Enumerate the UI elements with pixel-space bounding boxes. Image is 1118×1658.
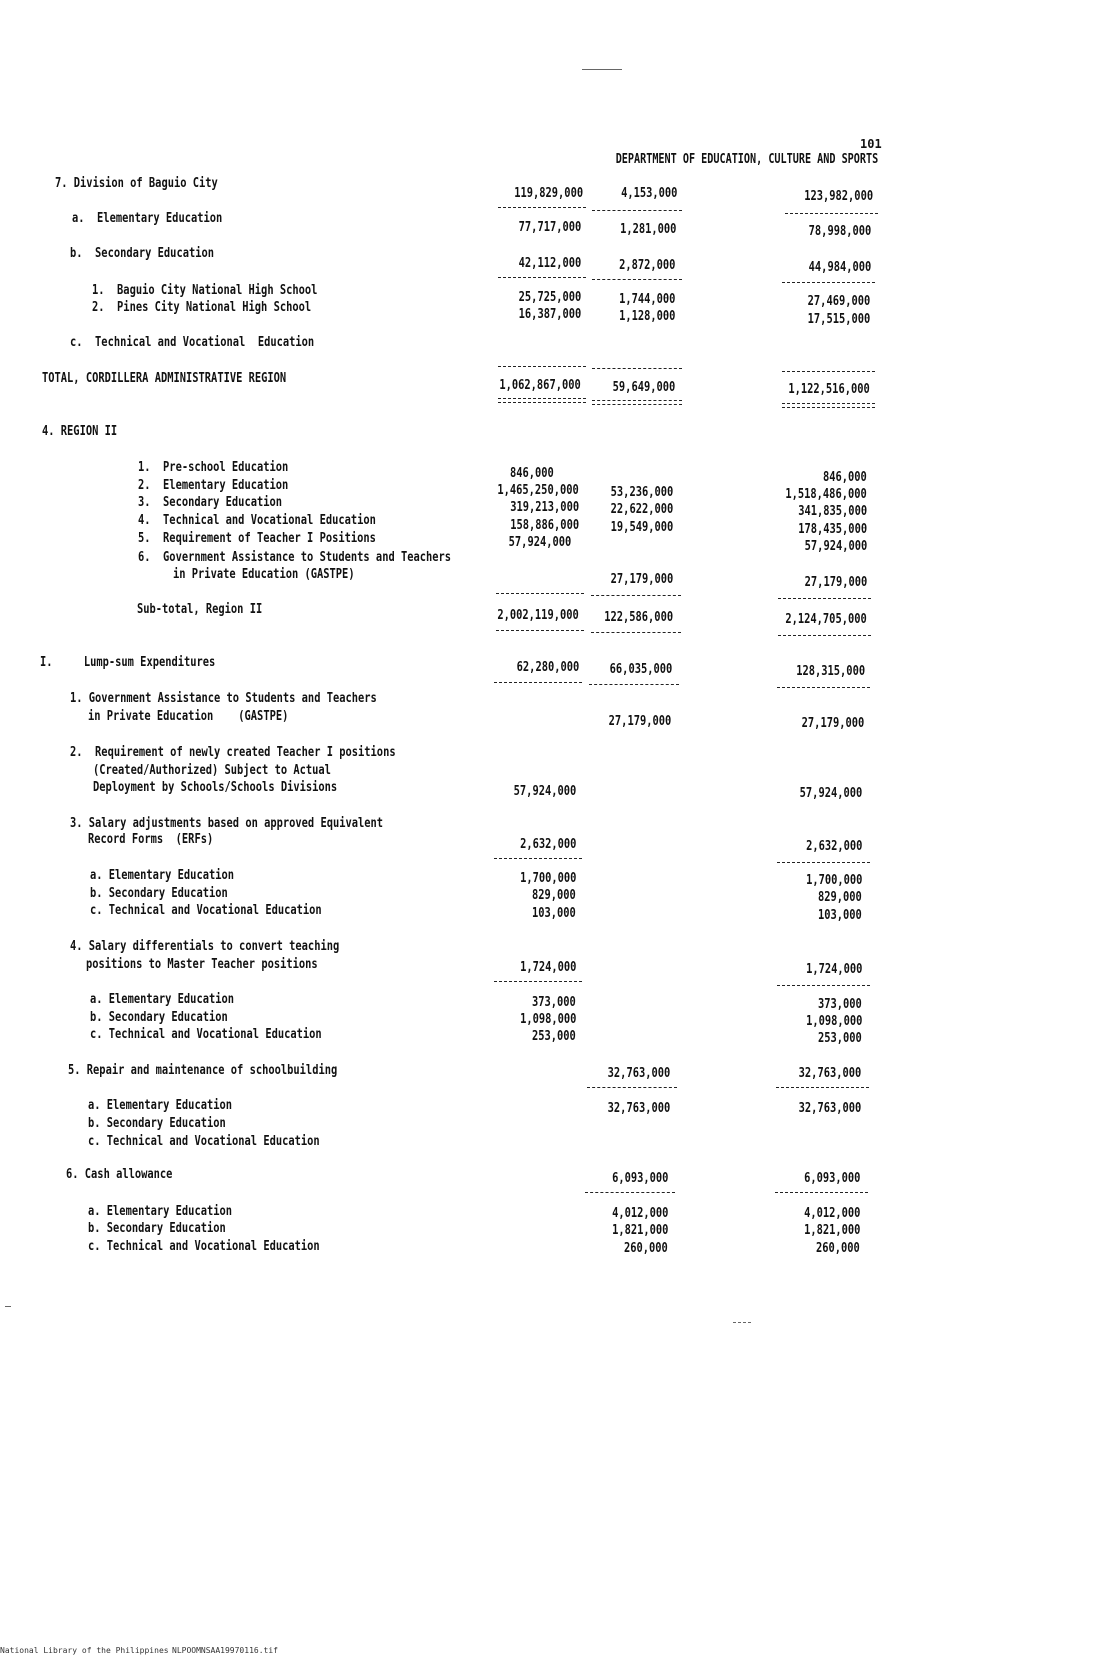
divider xyxy=(585,1192,675,1193)
amount-cell: 122,586,000 xyxy=(604,610,673,625)
amount-cell: 319,213,000 xyxy=(510,500,579,515)
amount-cell: 1,700,000 xyxy=(519,871,576,886)
row-label: c. Technical and Vocational Education xyxy=(90,1027,322,1042)
divider xyxy=(777,687,870,688)
amount-cell: 4,012,000 xyxy=(611,1206,668,1221)
row-label: 4. Technical and Vocational Education xyxy=(138,513,376,528)
amount-cell: 53,236,000 xyxy=(610,485,673,500)
row-label: b. Secondary Education xyxy=(70,246,215,261)
row-label: 5. Repair and maintenance of schoolbuilding xyxy=(68,1063,338,1078)
row-label: b. Secondary Education xyxy=(88,1116,226,1131)
amount-cell: 6,093,000 xyxy=(611,1171,668,1186)
row-label: a. Elementary Education xyxy=(88,1204,233,1219)
amount-cell: 2,002,119,000 xyxy=(497,608,579,623)
amount-cell: 66,035,000 xyxy=(609,662,672,677)
double-divider xyxy=(782,403,875,408)
amount-cell: 1,122,516,000 xyxy=(788,382,870,397)
amount-cell: 341,835,000 xyxy=(798,504,867,519)
amount-cell: 2,872,000 xyxy=(618,258,675,273)
row-label: 1. Government Assistance to Students and Teachers xyxy=(70,691,377,706)
amount-cell: 373,000 xyxy=(818,997,862,1012)
total-label: TOTAL, CORDILLERA ADMINISTRATIVE REGION xyxy=(42,371,287,386)
amount-cell: 260,000 xyxy=(816,1241,860,1256)
divider xyxy=(591,632,681,633)
divider xyxy=(775,1192,868,1193)
amount-cell: 4,012,000 xyxy=(803,1206,860,1221)
row-label: 2. Requirement of newly created Teacher I positions xyxy=(70,745,396,760)
divider xyxy=(494,858,582,859)
amount-cell: 1,281,000 xyxy=(619,222,676,237)
row-label: 4. Salary differentials to convert teaching xyxy=(70,939,340,954)
amount-cell: 32,763,000 xyxy=(798,1066,861,1081)
row-label: a. Elementary Education xyxy=(88,1098,233,1113)
row-label: c. Technical and Vocational Education xyxy=(88,1239,320,1254)
amount-cell: 32,763,000 xyxy=(798,1101,861,1116)
subtotal-label: Sub-total, Region II xyxy=(137,602,263,617)
amount-cell: 829,000 xyxy=(532,888,576,903)
page-header xyxy=(603,137,882,167)
divider xyxy=(777,985,870,986)
amount-cell: 57,924,000 xyxy=(799,786,862,801)
amount-cell: 59,649,000 xyxy=(612,380,675,395)
amount-cell: 1,821,000 xyxy=(803,1223,860,1238)
section-title: 7. Division of Baguio City xyxy=(55,176,218,191)
amount-cell: 27,469,000 xyxy=(807,294,870,309)
scan-mark xyxy=(733,1322,751,1323)
amount-cell: 253,000 xyxy=(818,1031,862,1046)
divider xyxy=(592,279,682,280)
row-label: c. Technical and Vocational Education xyxy=(90,903,322,918)
amount-cell: 32,763,000 xyxy=(607,1101,670,1116)
divider xyxy=(591,595,681,596)
amount-cell: 1,098,000 xyxy=(805,1014,862,1029)
divider xyxy=(496,593,584,594)
amount-cell: 27,179,000 xyxy=(608,714,671,729)
amount-cell: 1,465,250,000 xyxy=(497,483,579,498)
scan-mark xyxy=(582,69,622,70)
amount-cell: 1,700,000 xyxy=(805,873,862,888)
row-label: in Private Education (GASTPE) xyxy=(88,709,289,724)
amount-cell: 27,179,000 xyxy=(804,575,867,590)
section-title: 4. REGION II xyxy=(42,424,118,439)
divider xyxy=(498,366,586,367)
scan-mark xyxy=(5,1306,11,1307)
amount-cell: 16,387,000 xyxy=(518,307,581,322)
row-label: Deployment by Schools/Schools Divisions xyxy=(93,780,338,795)
divider xyxy=(498,207,586,208)
divider xyxy=(498,277,586,278)
row-label: 6. Cash allowance xyxy=(66,1167,173,1182)
amount-cell: 6,093,000 xyxy=(803,1171,860,1186)
amount-cell: 44,984,000 xyxy=(808,260,871,275)
amount-cell: 103,000 xyxy=(532,906,576,921)
row-label: 2. Pines City National High School xyxy=(92,300,312,315)
row-label: c. Technical and Vocational Education xyxy=(70,335,315,350)
amount-cell: 846,000 xyxy=(510,466,554,481)
divider xyxy=(782,282,875,283)
divider xyxy=(592,368,682,369)
row-label: Record Forms (ERFs) xyxy=(88,832,214,847)
divider xyxy=(494,981,582,982)
amount-cell: 77,717,000 xyxy=(518,220,581,235)
row-label: a. Elementary Education xyxy=(90,868,235,883)
amount-cell: 128,315,000 xyxy=(796,664,865,679)
divider xyxy=(587,1087,677,1088)
amount-cell: 119,829,000 xyxy=(514,186,583,201)
amount-cell: 57,924,000 xyxy=(508,535,571,550)
amount-cell: 1,098,000 xyxy=(519,1012,576,1027)
amount-cell: 1,821,000 xyxy=(611,1223,668,1238)
divider xyxy=(589,684,679,685)
row-label: b. Secondary Education xyxy=(90,886,228,901)
amount-cell: 19,549,000 xyxy=(610,520,673,535)
amount-cell: 25,725,000 xyxy=(518,290,581,305)
amount-cell: 1,062,867,000 xyxy=(499,378,581,393)
row-label: 5. Requirement of Teacher I Positions xyxy=(138,531,376,546)
row-label: b. Secondary Education xyxy=(90,1010,228,1025)
amount-cell: 17,515,000 xyxy=(807,312,870,327)
divider xyxy=(494,682,582,683)
divider xyxy=(782,371,875,372)
amount-cell: 2,124,705,000 xyxy=(785,612,867,627)
divider xyxy=(778,635,871,636)
row-label: a. Elementary Education xyxy=(72,211,223,226)
footer-filename: NLPOOMNSAA19970116.tif xyxy=(172,1646,278,1655)
row-label: a. Elementary Education xyxy=(90,992,235,1007)
row-label: 3. Secondary Education xyxy=(138,495,283,510)
row-label: 2. Elementary Education xyxy=(138,478,289,493)
amount-cell: 27,179,000 xyxy=(610,572,673,587)
amount-cell: 1,744,000 xyxy=(618,292,675,307)
amount-cell: 42,112,000 xyxy=(518,256,581,271)
divider xyxy=(777,862,870,863)
amount-cell: 1,518,486,000 xyxy=(785,487,867,502)
divider xyxy=(496,630,584,631)
amount-cell: 158,886,000 xyxy=(510,518,579,533)
amount-cell: 123,982,000 xyxy=(804,189,873,204)
row-label: in Private Education (GASTPE) xyxy=(173,567,355,582)
double-divider xyxy=(592,400,682,405)
amount-cell: 829,000 xyxy=(818,890,862,905)
section-title: I. Lump-sum Expenditures xyxy=(40,655,216,670)
amount-cell: 103,000 xyxy=(818,908,862,923)
amount-cell: 253,000 xyxy=(532,1029,576,1044)
amount-cell: 2,632,000 xyxy=(519,837,576,852)
amount-cell: 62,280,000 xyxy=(516,660,579,675)
amount-cell: 846,000 xyxy=(823,470,867,485)
row-label: (Created/Authorized) Subject to Actual xyxy=(93,763,331,778)
divider xyxy=(592,210,682,211)
amount-cell: 27,179,000 xyxy=(801,716,864,731)
footer-library: National Library of the Philippines xyxy=(0,1646,169,1655)
amount-cell: 2,632,000 xyxy=(805,839,862,854)
amount-cell: 1,128,000 xyxy=(618,309,675,324)
amount-cell: 57,924,000 xyxy=(513,784,576,799)
row-label: b. Secondary Education xyxy=(88,1221,226,1236)
amount-cell: 57,924,000 xyxy=(804,539,867,554)
row-label: positions to Master Teacher positions xyxy=(86,957,318,972)
amount-cell: 373,000 xyxy=(532,995,576,1010)
row-label: 1. Pre-school Education xyxy=(138,460,289,475)
amount-cell: 78,998,000 xyxy=(808,224,871,239)
row-label: 6. Government Assistance to Students and Teachers xyxy=(138,550,452,565)
divider xyxy=(778,598,871,599)
amount-cell: 260,000 xyxy=(624,1241,668,1256)
row-label: 1. Baguio City National High School xyxy=(92,283,318,298)
amount-cell: 32,763,000 xyxy=(607,1066,670,1081)
amount-cell: 178,435,000 xyxy=(798,522,867,537)
row-label: c. Technical and Vocational Education xyxy=(88,1134,320,1149)
amount-cell: 4,153,000 xyxy=(620,186,677,201)
page-number: 101 xyxy=(860,137,882,151)
row-label: 3. Salary adjustments based on approved Equivalent xyxy=(70,816,384,831)
double-divider xyxy=(498,398,586,403)
department-title: DEPARTMENT OF EDUCATION, CULTURE AND SPORTS xyxy=(615,152,878,167)
amount-cell: 1,724,000 xyxy=(519,960,576,975)
amount-cell: 22,622,000 xyxy=(610,502,673,517)
divider xyxy=(785,213,878,214)
divider xyxy=(776,1087,869,1088)
amount-cell: 1,724,000 xyxy=(805,962,862,977)
